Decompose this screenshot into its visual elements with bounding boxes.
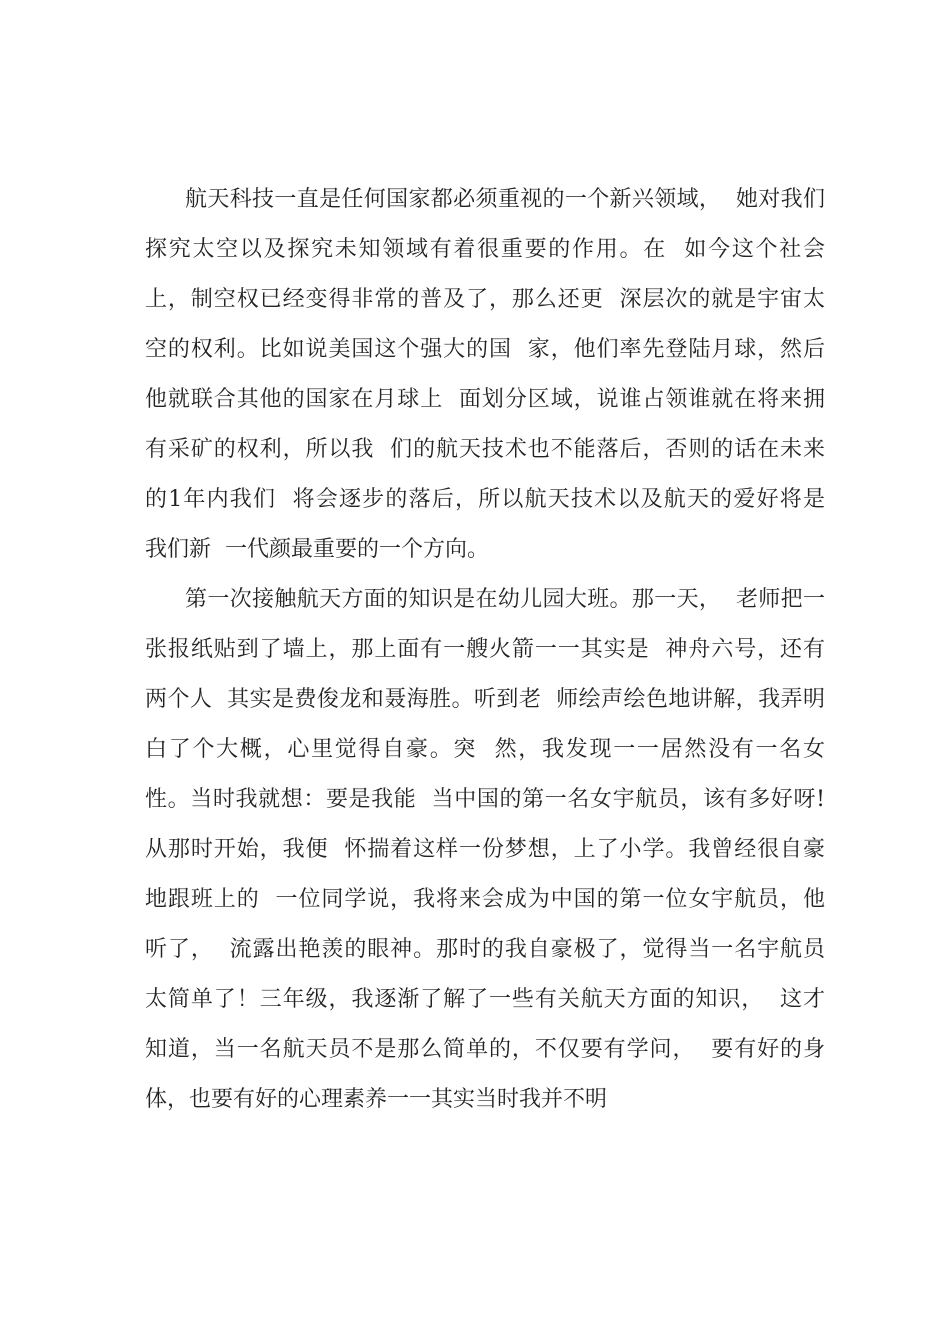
body-text (145, 180, 825, 1130)
text-line: 上，制空权已经变得非常的普及了，那么还更 深层次的就是宇宙太 (145, 287, 825, 312)
paragraph-1 (145, 180, 825, 580)
text-line: 张报纸贴到了墙上，那上面有一艘火箭一一其实是 神舟六号，还有 (145, 637, 825, 662)
text-line: 太简单了！三年级，我逐渐了解了一些有关航天方面的知识， 这才 (145, 987, 825, 1012)
text-line: 航天科技一直是任何国家都必须重视的一个新兴领域， 她对我们 (185, 187, 825, 212)
paragraph-2 (145, 580, 825, 1130)
text-line: 体，也要有好的心理素养一一其实当时我并不明 (145, 1087, 608, 1112)
text-line: 有采矿的权利，所以我 们的航天技术也不能落后，否则的话在未来 (145, 437, 825, 462)
text-line: 的1年内我们 将会逐步的落后，所以航天技术以及航天的爱好将是 (145, 487, 825, 512)
text-line: 听了， 流露出艳羡的眼神。那时的我自豪极了，觉得当一名宇航员 (145, 937, 825, 962)
text-line: 他就联合其他的国家在月球上 面划分区域，说谁占领谁就在将来拥 (145, 387, 825, 412)
text-line: 地跟班上的 一位同学说，我将来会成为中国的第一位女宇航员，他 (145, 887, 825, 912)
text-line: 性。当时我就想：要是我能 当中国的第一名女宇航员，该有多好呀! (145, 787, 825, 812)
text-line: 从那时开始，我便 怀揣着这样一份梦想，上了小学。我曾经很自豪 (145, 837, 825, 862)
text-line: 知道，当一名航天员不是那么简单的，不仅要有学问， 要有好的身 (145, 1037, 825, 1062)
text-line: 第一次接触航天方面的知识是在幼儿园大班。那一天， 老师把一 (185, 587, 825, 612)
text-line: 白了个大概，心里觉得自豪。突 然，我发现一一居然没有一名女 (145, 737, 825, 762)
text-line: 探究太空以及探究未知领域有着很重要的作用。在 如今这个社会 (145, 237, 825, 262)
text-line: 两个人 其实是费俊龙和聂海胜。听到老 师绘声绘色地讲解，我弄明 (145, 687, 825, 712)
text-line: 我们新 一代颜最重要的一个方向。 (145, 537, 489, 562)
text-line: 空的权利。比如说美国这个强大的国 家，他们率先登陆月球，然后 (145, 337, 825, 362)
